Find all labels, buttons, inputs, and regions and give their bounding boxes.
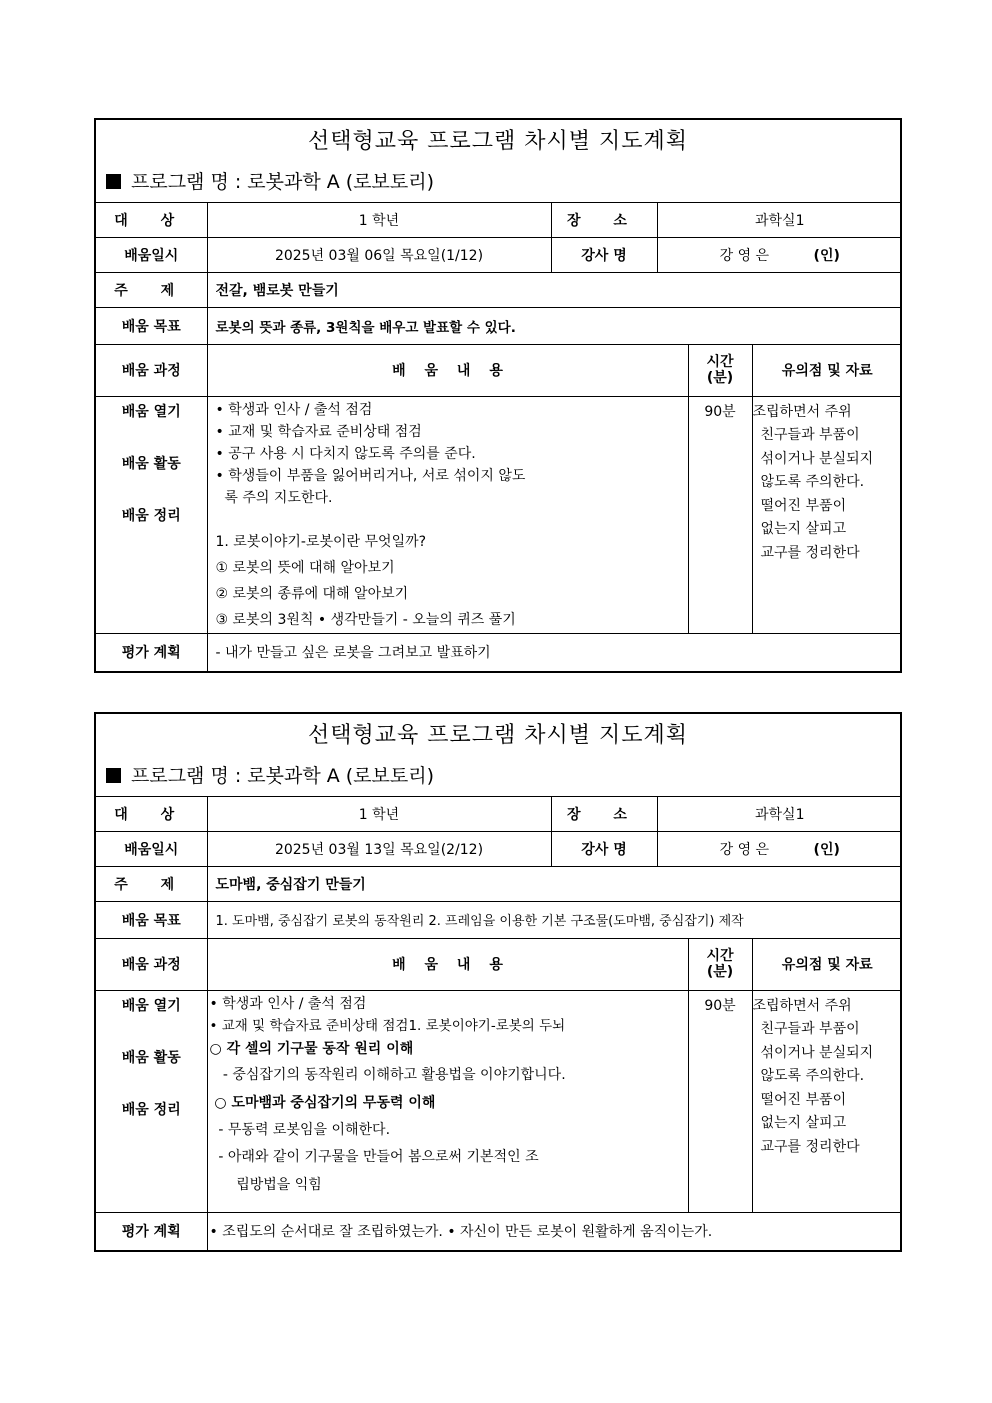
black-square-icon xyxy=(106,768,121,783)
place-value: 과학실1 xyxy=(657,797,902,832)
content-line: - 중심잡기의 동작원리 이해하고 활용법을 이야기합니다. xyxy=(209,1066,566,1083)
seal-mark: (인) xyxy=(813,248,840,264)
target-value: 1 학년 xyxy=(207,797,551,832)
content-line: • 교재 및 학습자료 준비상태 점검1. 로봇이야기-로봇의 두뇌 xyxy=(209,1017,566,1034)
instructor-cell xyxy=(657,238,902,273)
goal-value: 1. 도마뱀, 중심잡기 로봇의 동작원리 2. 프레임을 이용한 기본 구조물(도마뱀, 중심잡기) 제작 xyxy=(207,902,902,938)
stage-list xyxy=(96,990,207,1212)
time-label: 시간 (분) xyxy=(688,344,752,396)
lesson-plan-2 xyxy=(94,712,902,1252)
notes-line: 조립하면서 주위 xyxy=(752,997,852,1014)
content-line: - 아래와 같이 기구물을 만들어 봄으로써 기본적인 조 xyxy=(209,1148,539,1165)
content-line: • 교재 및 학습자료 준비상태 점검 xyxy=(215,423,422,440)
program-name-row xyxy=(96,758,900,796)
plan-table xyxy=(96,202,902,344)
content-line: • 학생과 인사 / 출석 점검 xyxy=(215,401,373,418)
goal-label: 배움 목표 xyxy=(96,902,207,938)
notes-line: 교구를 정리한다 xyxy=(760,1138,860,1155)
target-label: 대 상 xyxy=(96,203,207,238)
date-value: 2025년 03월 06일 목요일(1/12) xyxy=(207,238,551,273)
plan-table xyxy=(96,796,902,938)
notes-line: 친구들과 부품이 xyxy=(760,1021,860,1037)
notes-label: 유의점 및 자료 xyxy=(752,344,902,396)
notes-line: 섞이거나 분실되지 xyxy=(760,450,874,467)
lesson-content xyxy=(207,396,688,633)
goal-value: 로봇의 뜻과 종류, 3원칙을 배우고 발표할 수 있다. xyxy=(207,308,902,344)
notes-content xyxy=(752,990,902,1212)
eval-value: - 내가 만들고 싶은 로봇을 그려보고 발표하기 xyxy=(207,633,902,671)
stage-open: 배움 열기 xyxy=(121,997,181,1014)
notes-line: 떨어진 부품이 xyxy=(760,1091,847,1108)
eval-value: • 조립도의 순서대로 잘 조립하였는가. • 자신이 만든 로봇이 원활하게 움직이는가. xyxy=(207,1212,902,1250)
time-value: 90분 xyxy=(688,396,752,633)
place-label: 장 소 xyxy=(551,797,657,832)
topic-label: 주 제 xyxy=(96,867,207,902)
target-label: 대 상 xyxy=(96,797,207,832)
stage-activity: 배움 활동 xyxy=(121,1049,181,1066)
program-name-row xyxy=(96,164,900,202)
content-line: 립방법을 익힘 xyxy=(209,1176,322,1193)
content-line: ① 로봇의 뜻에 대해 알아보기 xyxy=(215,559,395,576)
notes-label: 유의점 및 자료 xyxy=(752,938,902,990)
content-line: ② 로봇의 종류에 대해 알아보기 xyxy=(215,585,409,602)
stage-list xyxy=(96,396,207,633)
goal-label: 배움 목표 xyxy=(96,308,207,344)
content-line: 록 주의 지도한다. xyxy=(215,489,333,506)
process-label: 배움 과정 xyxy=(96,344,207,396)
plan-title: 선택형교육 프로그램 차시별 지도계획 xyxy=(307,129,688,154)
content-line: ○ 각 셀의 기구물 동작 원리 이해 xyxy=(209,1040,414,1057)
notes-line: 조립하면서 주위 xyxy=(752,403,852,420)
eval-label: 평가 계획 xyxy=(96,1212,207,1250)
content-line: • 학생과 인사 / 출석 점검 xyxy=(209,995,367,1012)
process-label: 배움 과정 xyxy=(96,938,207,990)
notes-line: 없는지 살피고 xyxy=(760,521,847,537)
lesson-content xyxy=(207,990,688,1212)
date-label: 배움일시 xyxy=(96,238,207,273)
content-line: • 학생들이 부품을 잃어버리거나, 서로 섞이지 않도 xyxy=(215,467,526,484)
notes-line: 친구들과 부품이 xyxy=(760,427,860,443)
stage-wrapup: 배움 정리 xyxy=(121,1101,181,1118)
place-label: 장 소 xyxy=(551,203,657,238)
notes-line: 않도록 주의한다. xyxy=(760,1068,865,1084)
content-label: 배 움 내 용 xyxy=(207,938,688,990)
time-label: 시간 (분) xyxy=(688,938,752,990)
stage-open: 배움 열기 xyxy=(121,403,181,420)
instructor-label: 강사 명 xyxy=(551,238,657,273)
target-value: 1 학년 xyxy=(207,203,551,238)
content-line: • 공구 사용 시 다치지 않도록 주의를 준다. xyxy=(215,445,476,462)
notes-line: 교구를 정리한다 xyxy=(760,544,860,561)
notes-line: 섞이거나 분실되지 xyxy=(760,1044,874,1061)
content-line: 1. 로봇이야기-로봇이란 무엇일까? xyxy=(215,533,427,550)
content-line: - 무동력 로봇임을 이해한다. xyxy=(209,1121,391,1138)
content-line: ③ 로봇의 3원칙 • 생각만들기 - 오늘의 퀴즈 풀기 xyxy=(215,611,516,628)
content-label: 배 움 내 용 xyxy=(207,344,688,396)
notes-line: 없는지 살피고 xyxy=(760,1115,847,1131)
lesson-table xyxy=(96,938,902,1251)
plan-title: 선택형교육 프로그램 차시별 지도계획 xyxy=(307,723,688,748)
stage-wrapup: 배움 정리 xyxy=(121,507,181,524)
topic-value: 도마뱀, 중심잡기 만들기 xyxy=(207,867,902,902)
instructor-value: 강 영 은 xyxy=(719,248,770,264)
content-line xyxy=(216,509,682,529)
black-square-icon xyxy=(106,174,121,189)
stage-activity: 배움 활동 xyxy=(121,455,181,472)
seal-mark: (인) xyxy=(813,842,840,858)
instructor-value: 강 영 은 xyxy=(719,842,770,858)
instructor-label: 강사 명 xyxy=(551,832,657,867)
eval-label: 평가 계획 xyxy=(96,633,207,671)
instructor-cell xyxy=(657,832,902,867)
topic-value: 전갈, 뱀로봇 만들기 xyxy=(207,273,902,308)
content-line: ○ 도마뱀과 중심잡기의 무동력 이해 xyxy=(209,1094,436,1111)
lesson-table xyxy=(96,344,902,672)
program-name: 프로그램 명 : 로봇과학 A (로보토리) xyxy=(131,765,435,787)
topic-label: 주 제 xyxy=(96,273,207,308)
notes-line: 않도록 주의한다. xyxy=(760,474,865,490)
date-value: 2025년 03월 13일 목요일(2/12) xyxy=(207,832,551,867)
program-name: 프로그램 명 : 로봇과학 A (로보토리) xyxy=(131,171,435,193)
place-value: 과학실1 xyxy=(657,203,902,238)
notes-line: 떨어진 부품이 xyxy=(760,497,847,514)
time-value: 90분 xyxy=(688,990,752,1212)
lesson-plan-1 xyxy=(94,118,902,673)
date-label: 배움일시 xyxy=(96,832,207,867)
notes-content xyxy=(752,396,902,633)
